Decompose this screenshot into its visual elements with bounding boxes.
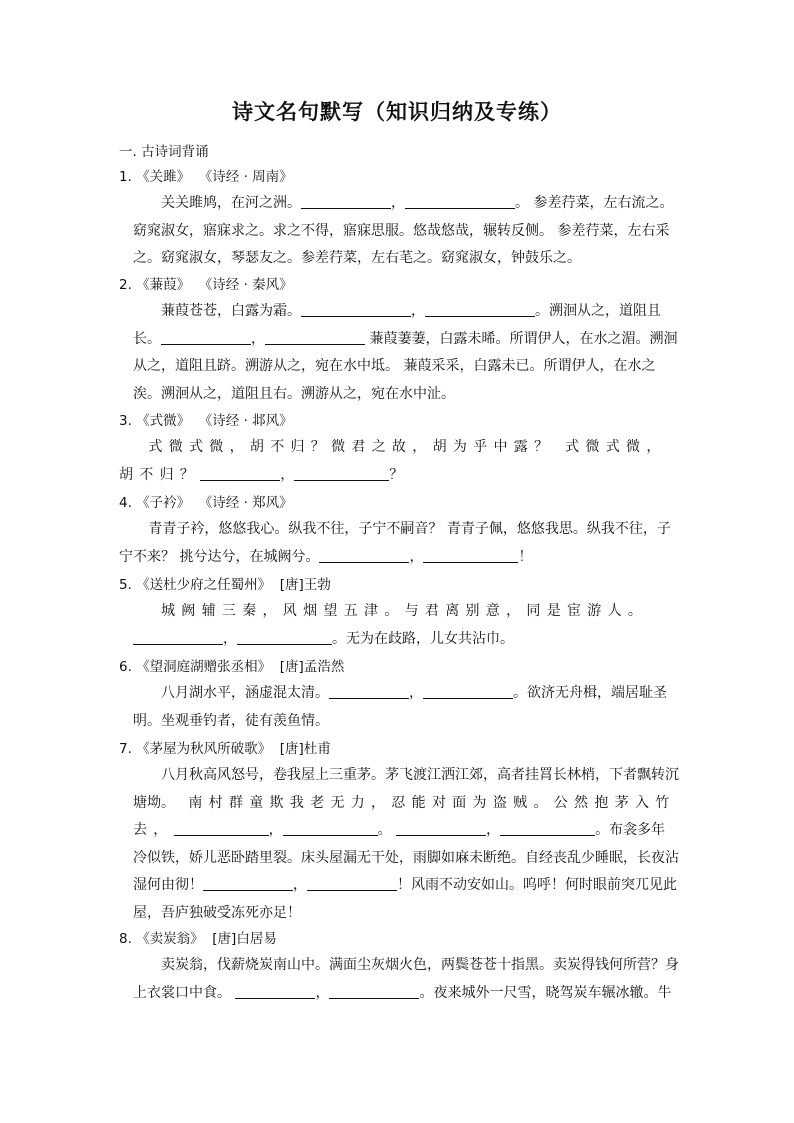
poem-source: [唐]孟浩然 [279,659,345,675]
fill-blank[interactable] [203,876,293,891]
poem-heading [119,737,679,759]
fill-blank[interactable] [174,821,269,836]
text-run: ！风雨不动安如山。呜呼！何时眼前突兀见此屋，吾庐独破受冻死亦足！ [133,877,677,921]
fill-blank[interactable] [161,330,251,345]
text-run: ！ [518,548,533,565]
text-run: ， [486,822,501,838]
text-run: ， [293,877,307,893]
text-run: 。欲济无舟楫，端居耻圣明。坐观垂钓者，徒有羡鱼情。 [133,685,667,729]
fill-blank[interactable] [396,821,486,836]
poem-text [119,952,679,1007]
text-run: ， [251,330,265,347]
section-heading: 一. 古诗词背诵 [119,144,209,160]
poem-text [119,762,679,927]
text-run: 城阙辅三秦，风烟望五津。与君离别意，同是宦游人。 [161,603,649,619]
text-run: 蒹葭萋萋，白露未晞。所谓伊人，在水之湄。溯洄从之，道阻且跻。溯游从之，宛在水中坻。 蒹葭采采，白露未已。所谓伊人，在水之涘。溯洄从之，道阻且右。溯游从之，宛在水中沚。 [133,330,678,402]
poem-text [119,680,679,735]
text-run: 青青子衿，悠悠我心。纵我不往，子宁不嗣音？ 青青子佩，悠悠我思。纵我不往，子宁不来？ 挑兮达兮，在城阙兮。 [119,521,671,565]
fill-blank[interactable] [237,630,332,645]
fill-blank[interactable] [319,548,409,563]
poem-title: 《卖炭翁》 [136,931,204,947]
fill-blank[interactable] [425,302,535,317]
item-number: 3. [119,413,132,429]
text-run: 南村群童欺我老无力，忍能对面为盗贼。公然抱茅入竹去， [133,794,676,838]
text-run: 式微式微，胡不归？微君之故，胡为乎中露？ 式微式微，胡不归？ [119,439,667,483]
page-title: 诗文名句默写（知识归纳及专练） [232,99,562,124]
text-run: ， [315,984,330,1001]
poem-heading [119,165,679,187]
poem-title: 《子衿》 [136,495,191,511]
poem-title: 《茅屋为秋风所破歌》 [136,741,272,757]
poem-source: 《诗经 · 邶风》 [198,413,293,429]
text-run: ？ [389,466,404,483]
fill-blank[interactable] [423,548,518,563]
poem-heading [119,409,679,431]
poem-title: 《蒹葭》 [136,277,191,293]
text-run: 八月湖水平，涵虚混太清。 [161,685,329,701]
text-run: ， [223,630,237,647]
text-run: ， [280,466,295,483]
text-run: ， [409,685,423,701]
fill-blank[interactable] [133,630,223,645]
fill-blank[interactable] [423,684,513,699]
poem-item-3 [119,409,679,489]
poem-text [119,190,679,273]
poem-heading [119,573,679,595]
fill-blank[interactable] [329,684,409,699]
poem-source: [唐]杜甫 [279,741,331,757]
item-number: 7. [119,741,132,757]
fill-blank[interactable] [329,984,419,999]
text-run: ， [391,195,405,211]
fill-blank[interactable] [405,194,515,209]
fill-blank[interactable] [307,876,397,891]
poem-title: 《望洞庭湖赠张丞相》 [136,659,272,675]
fill-blank[interactable] [200,466,280,481]
poem-heading [119,273,679,295]
item-number: 5. [119,577,132,593]
fill-blank[interactable] [301,194,391,209]
poem-heading [119,655,679,677]
poem-item-4 [119,491,679,571]
item-number: 6. [119,659,132,675]
poem-text [119,298,679,408]
poem-item-6 [119,655,679,735]
poem-source: [唐]王勃 [279,577,331,593]
poem-source: 《诗经 · 秦风》 [198,277,293,293]
fill-blank[interactable] [301,302,411,317]
poem-item-1 [119,165,679,273]
fill-blank[interactable] [265,330,365,345]
text-run: 。夜来城外一尺雪，晓驾炭车辗冰辙。牛 [419,984,672,1001]
text-run: 。 [377,822,397,838]
text-run: ， [411,303,425,319]
poem-source: 《诗经 · 郑风》 [198,495,293,511]
text-run: 。无为在歧路，儿女共沾巾。 [332,630,514,647]
text-run: 关关雎鸠，在河之洲。 [161,195,301,211]
item-number: 1. [119,169,132,185]
poem-item-2 [119,273,679,408]
poem-item-7 [119,737,679,927]
text-run: 。 参差荇菜，左右流之。窈窕淑女，寤寐求之。求之不得，寤寐思服。悠哉悠哉，辗转反侧。 参差荇菜，左右采之。窈窕淑女，琴瑟友之。参差荇菜，左右芼之。窈窕淑女，钟鼓乐之。 [133,195,674,266]
poem-title: 《关雎》 [136,169,191,185]
item-number: 2. [119,277,132,293]
text-run: 八月秋高风怒号，卷我屋上三重茅。茅飞渡江洒江郊，高者挂罥长林梢，下者飘转沉塘坳。 [133,767,679,811]
poem-text [119,434,679,489]
poem-title: 《送杜少府之任蜀州》 [136,577,272,593]
poem-heading [119,927,679,949]
fill-blank[interactable] [294,466,389,481]
item-number: 4. [119,495,132,511]
poem-text [119,516,679,571]
poem-item-5 [119,573,679,653]
fill-blank[interactable] [283,821,378,836]
poem-item-8 [119,927,679,1007]
text-run: 卖炭翁，伐薪烧炭南山中。满面尘灰烟火色，两鬓苍苍十指黑。卖炭得钱何所营？身上衣裳口中食。 [133,957,679,1001]
text-run: 。溯洄从之，道阻且长。 [133,303,661,347]
item-number: 8. [119,931,132,947]
poem-text [119,598,679,653]
text-run: 。布衾多年冷似铁，娇儿恶卧踏里裂。床头屋漏无干处，雨脚如麻未断绝。自经丧乱少睡眠，长夜沾湿何由彻！ [133,822,679,893]
text-run: ， [409,548,424,565]
poem-heading [119,491,679,513]
text-run: ， [268,822,283,838]
poem-title: 《式微》 [136,413,191,429]
poem-source: [唐]白居易 [212,931,277,947]
text-run: 蒹葭苍苍，白露为霜。 [161,303,301,319]
fill-blank[interactable] [235,984,315,999]
poem-source: 《诗经 · 周南》 [198,169,293,185]
fill-blank[interactable] [500,821,595,836]
